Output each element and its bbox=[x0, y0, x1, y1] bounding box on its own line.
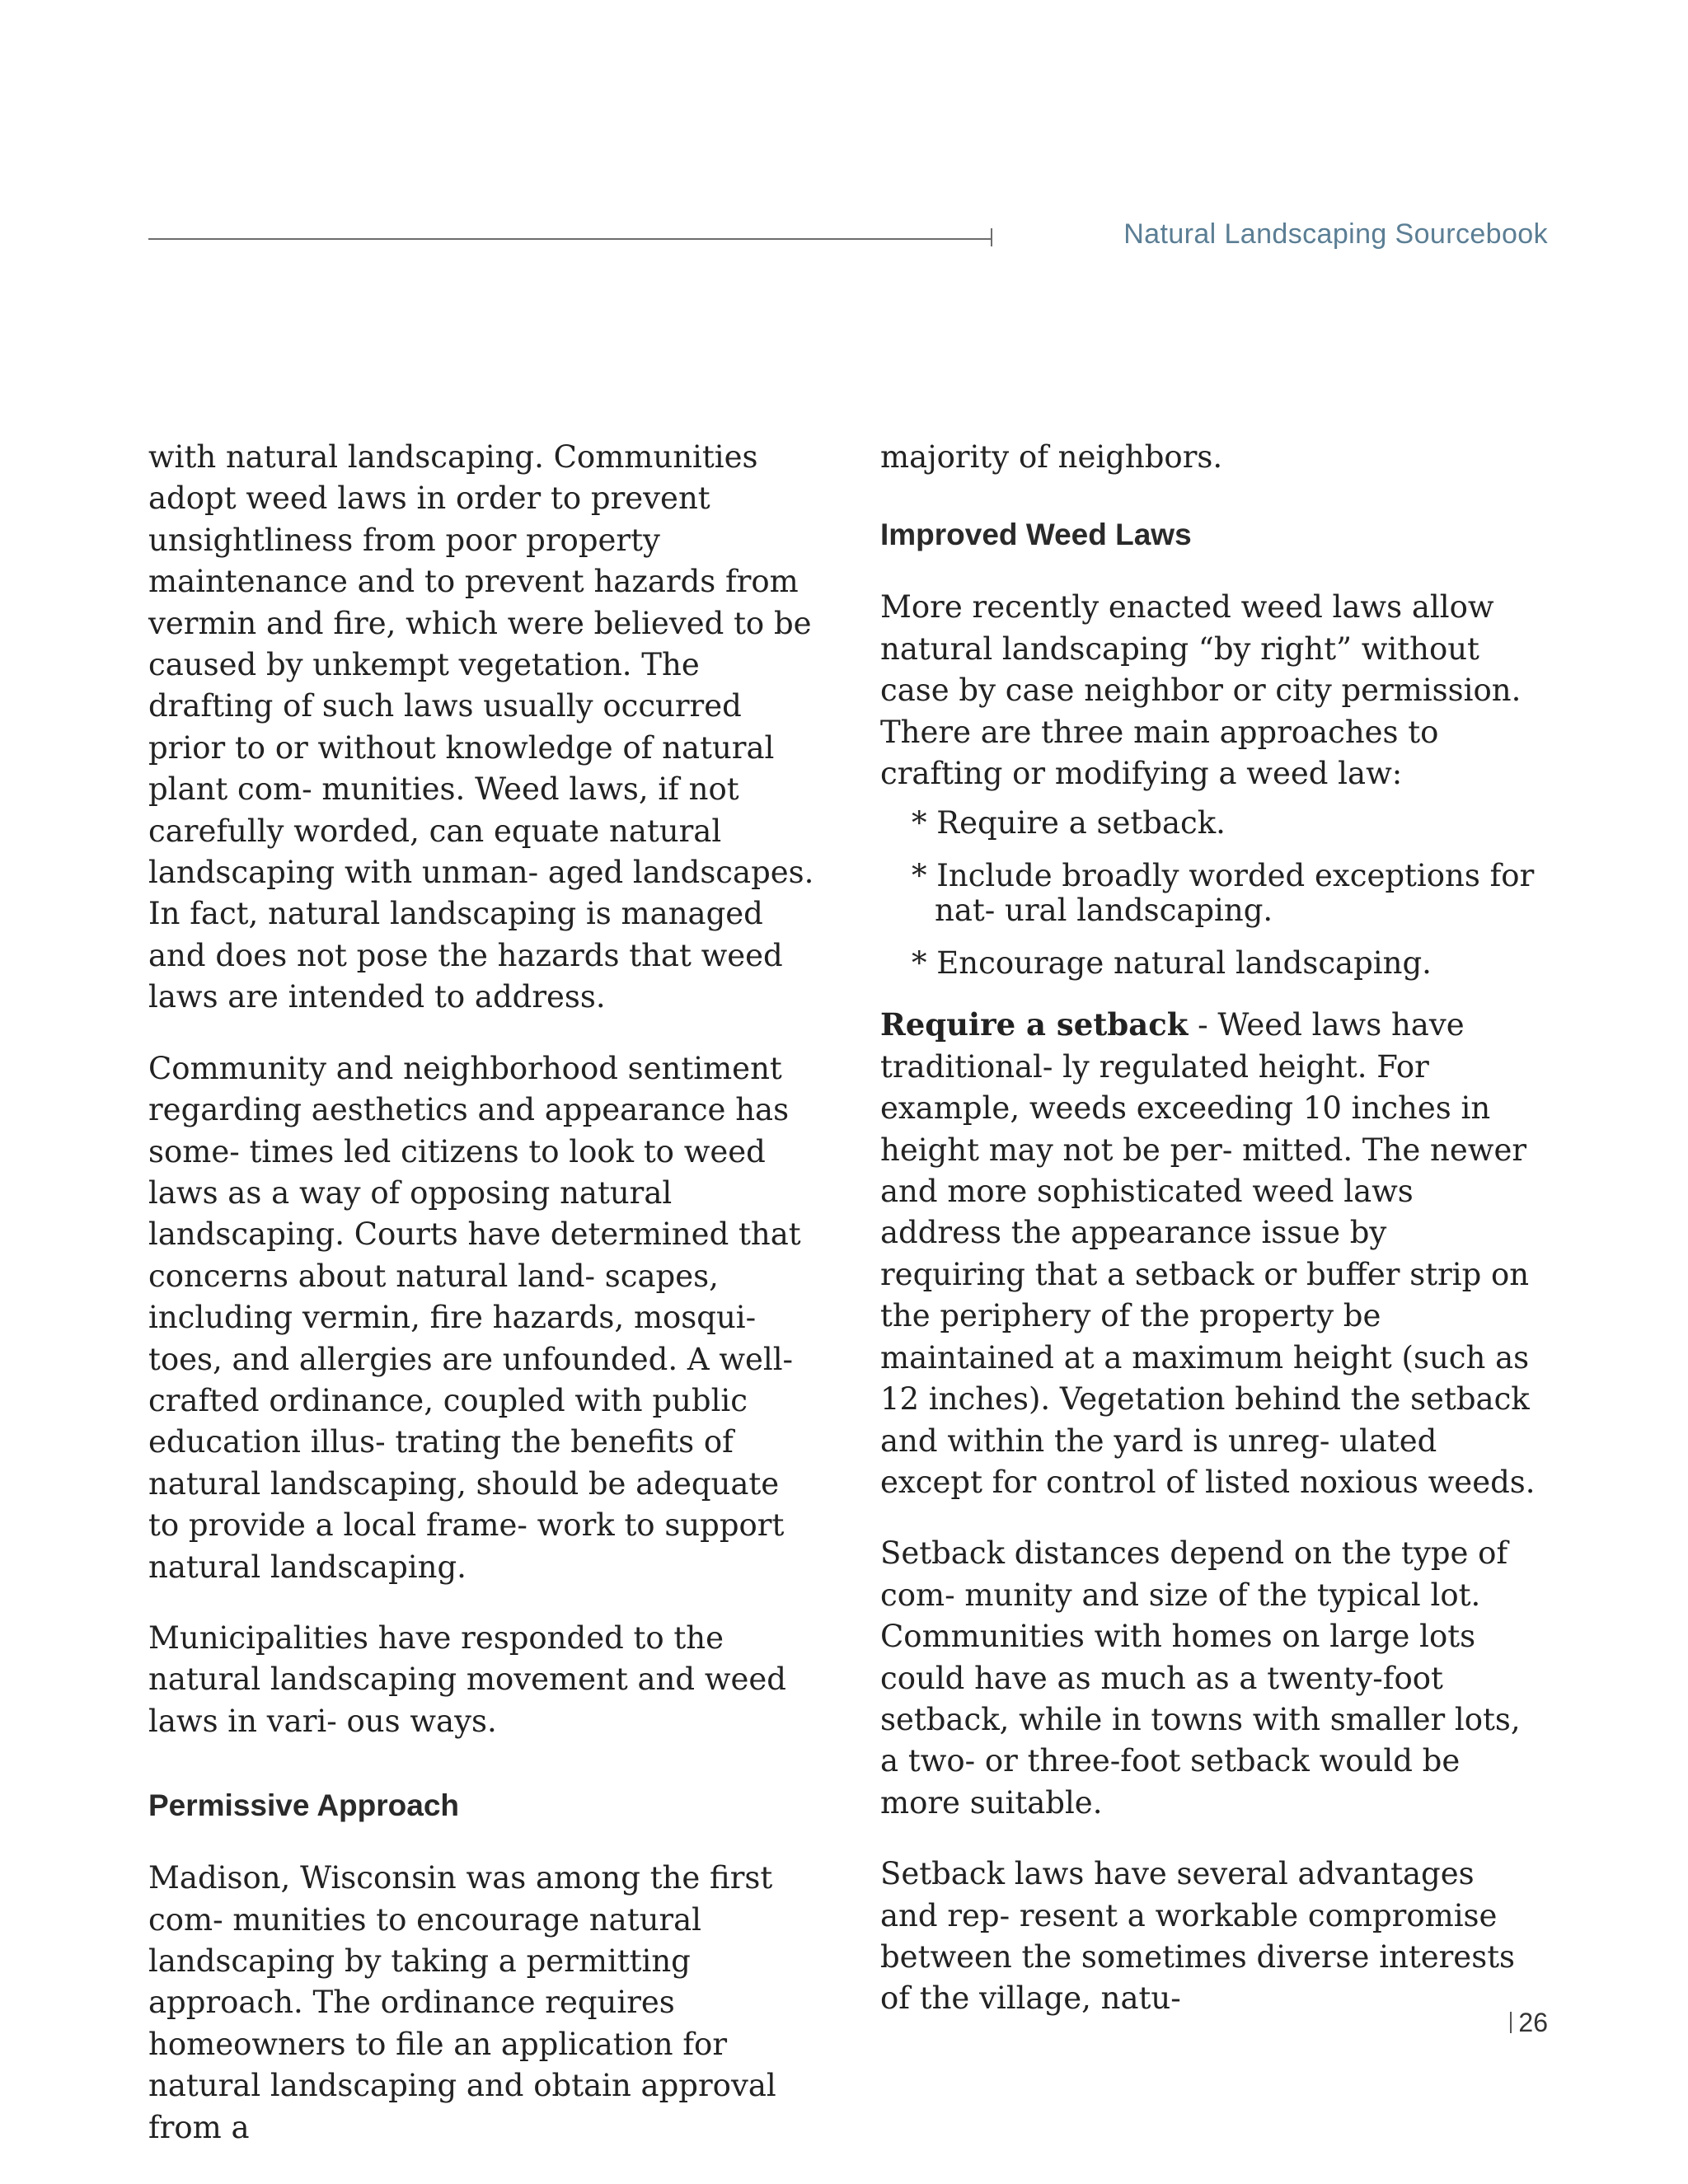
running-title: Natural Landscaping Sourcebook bbox=[1123, 218, 1548, 250]
page-number-divider bbox=[1510, 2012, 1512, 2033]
approach-list bbox=[880, 806, 1540, 981]
right-paragraph-4: Setback distances depend on the type of com- munity and size of the typical lot. Communities with homes on large lots could have as much as a twenty-foot setback, while in towns with smaller lots, a two- or three-foot setback would be more suitable. bbox=[880, 1535, 1521, 1821]
left-paragraph-1: with natural landscaping. Communities adopt weed laws in order to prevent unsightliness from poor property maintenance and to prevent hazards from vermin and fire, which were believed to be caused by unkempt vegetation. The drafting of such laws usually occurred prior to or without knowledge of natural plant com- munities. Weed laws, if not carefully worded, can equate natural landscaping with unman- aged landscapes. In fact, natural landscaping is managed and does not pose the hazards that weed laws are intended to address. bbox=[148, 439, 814, 1015]
left-column bbox=[148, 437, 816, 2178]
run-in-heading-require-setback: Require a setback bbox=[880, 1006, 1189, 1043]
list-item: * Include broadly worded exceptions for nat- ural landscaping. bbox=[912, 858, 1535, 929]
page-number bbox=[1510, 2008, 1548, 2038]
left-paragraph-3: Municipalities have responded to the natural landscaping movement and weed laws in vari- ous ways. bbox=[148, 1619, 786, 1739]
right-paragraph-3 bbox=[880, 1004, 1540, 1503]
heading-improved-weed-laws: Improved Weed Laws bbox=[880, 518, 1192, 552]
right-paragraph-1: majority of neighbors. bbox=[880, 439, 1223, 475]
heading-permissive-approach: Permissive Approach bbox=[148, 1788, 460, 1823]
left-paragraph-2: Community and neighborhood sentiment regarding aesthetics and appearance has some- times led citizens to look to weed laws as a way of opposing natural landscaping. Courts have determined that concerns about natural land- scapes, including vermin, fire hazards, mosqui- toes, and allergies are unfounded. A well-crafted ordinance, coupled with public education illus- trating the benefits of natural landscaping, should be adequate to provide a local frame- work to support natural landscaping. bbox=[148, 1050, 801, 1585]
left-paragraph-4: Madison, Wisconsin was among the first com- munities to encourage natural landscaping by taking a permitting approach. The ordinance requires homeowners to file an application for natural landscaping and obtain approval from a bbox=[148, 1860, 776, 2145]
list-item: * Require a setback. bbox=[912, 805, 1226, 841]
right-paragraph-2: More recently enacted weed laws allow natural landscaping “by right” without case by case neighbor or city permission. There are three main approaches to crafting or modifying a weed law: bbox=[880, 589, 1522, 792]
right-paragraph-3-text: - Weed laws have traditional- ly regulated height. For example, weeds exceeding 10 inches in height may not be per- mitted. The newer and more sophisticated weed laws address the appearance issue by requiring that a setback or buffer strip on the periphery of the property be maintained at a maximum height (such as 12 inches). Vegetation behind the setback and within the yard is unreg- ulated except for control of listed noxious weeds. bbox=[880, 1007, 1536, 1500]
right-column bbox=[880, 437, 1540, 2050]
page-number-value: 26 bbox=[1518, 2008, 1548, 2037]
right-paragraph-5: Setback laws have several advantages and rep- resent a workable compromise between the sometimes diverse interests of the village, natu- bbox=[880, 1856, 1516, 2017]
header-rule-end-tick bbox=[991, 228, 992, 246]
list-item: * Encourage natural landscaping. bbox=[912, 945, 1432, 982]
header-rule bbox=[148, 238, 991, 240]
